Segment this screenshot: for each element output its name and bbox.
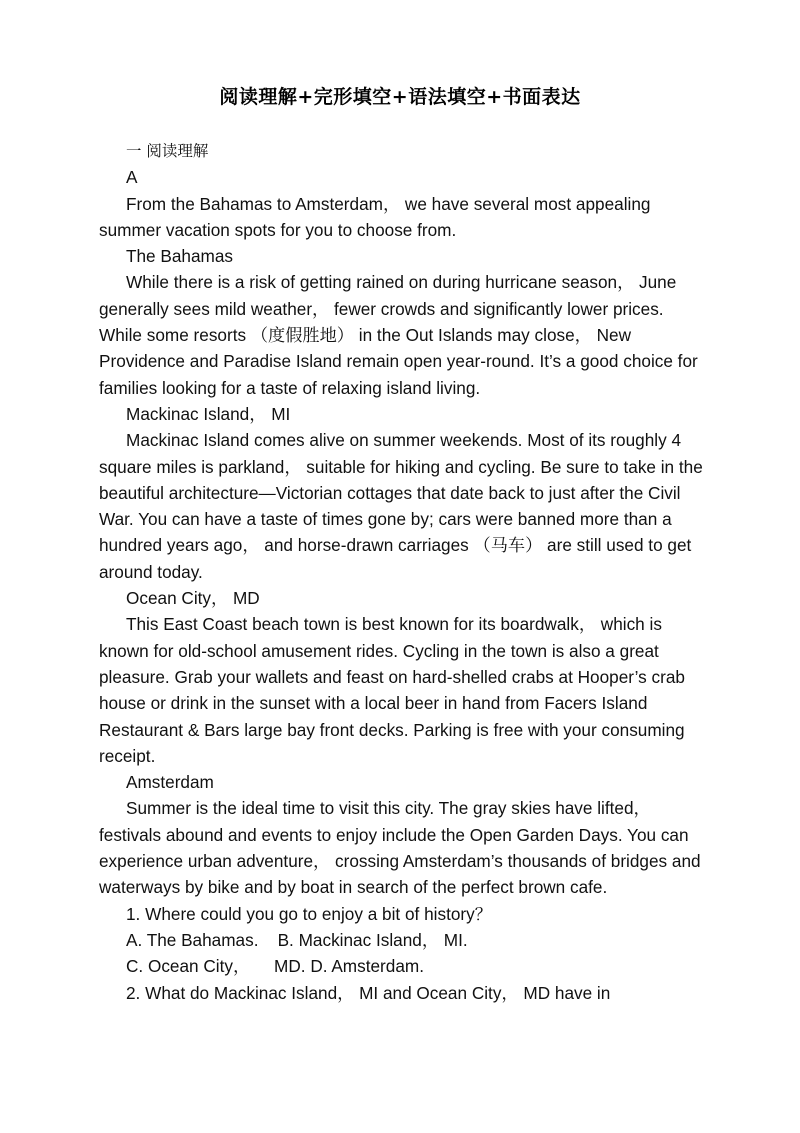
spot-text-bahamas: While there is a risk of getting rained on during hurricane season， June generally sees mild weather， fewer crowds and significantly lower prices. While some resorts （度假胜地） in the Out Islands may close， New Providence and Paradise Island remain open year-round. It’s a good choice for families looking for a taste of relaxing island living.: [99, 272, 698, 398]
question-2-stem: 2. What do Mackinac Island， MI and Ocean City， MD have in: [126, 982, 611, 1003]
spot-text-amsterdam: Summer is the ideal time to visit this city. The gray skies have lifted， festivals abound and events to enjoy include the Open Garden Days. You can experience urban adventure， crossing Amsterdam’s thousands of bridges and waterways by bike and by boat in search of the perfect brown cafe.: [99, 798, 701, 898]
question-1-options-ab: A. The Bahamas. B. Mackinac Island， MI.: [126, 929, 468, 950]
document-body: [99, 137, 704, 1006]
page-title: 阅读理解+完形填空+语法填空+书面表达: [219, 86, 581, 108]
passage-label: A: [126, 167, 138, 188]
spot-heading-bahamas: The Bahamas: [126, 246, 234, 267]
spot-text-ocean-city: This East Coast beach town is best known for its boardwalk， which is known for old-school amusement rides. Cycling in the town is also a great pleasure. Grab your wallets and feast on hard-shelled crabs at Hooper’s crab house or drink in the sunset with a local beer in hand from Facers Island Restaurant & Bars large bay front decks. Parking is free with your consuming receipt.: [99, 614, 685, 766]
question-1-stem: 1. Where could you go to enjoy a bit of history？: [126, 903, 492, 924]
spot-heading-mackinac: Mackinac Island， MI: [126, 403, 291, 424]
spot-heading-ocean-city: Ocean City， MD: [126, 588, 260, 609]
section-heading: 一 阅读理解: [126, 142, 209, 160]
spot-heading-amsterdam: Amsterdam: [126, 772, 214, 793]
spot-text-mackinac: Mackinac Island comes alive on summer weekends. Most of its roughly 4 square miles is parkland， suitable for hiking and cycling. Be sure to take in the beautiful architecture—Victorian cottages that date back to just after the Civil War. You can have a taste of times gone by; cars were banned more than a hundred years ago， and horse-drawn carriages （马车） are still used to get around today.: [99, 430, 703, 582]
passage-intro: From the Bahamas to Amsterdam， we have several most appealing summer vacation spots for you to choose from.: [99, 193, 651, 240]
question-1-options-cd: C. Ocean City， MD. D. Amsterdam.: [126, 956, 424, 977]
